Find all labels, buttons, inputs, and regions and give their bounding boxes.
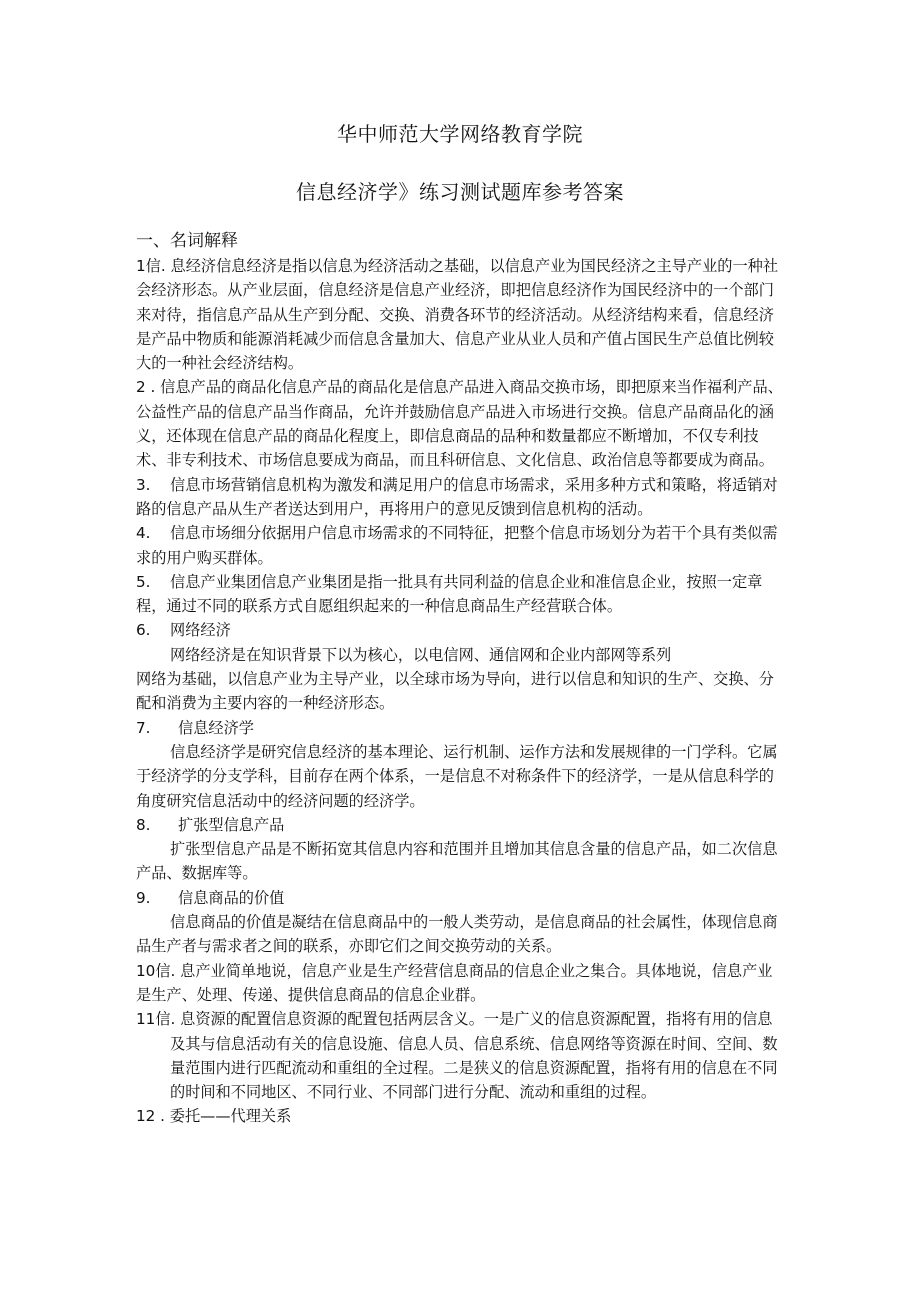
item-term: 网络经济 bbox=[170, 621, 231, 640]
definition-item: 2 . 信息产品的商品化信息产品的商品化是信息产品进入商品交换市场，即把原来当作福利产品、公益性产品的信息产品当作商品，允许并鼓励信息产品进入市场进行交换。信息产品商品化的涵义，还体现在信息产品的商品化程度上，即信息商品的品种和数量都应不断增加，不仅专利技术、非专利技术、市场信息要成为商品，而且科研信息、文化信息、政治信息等都要成为商品。 bbox=[136, 378, 783, 470]
school-name: 华中师范大学网络教育学院 bbox=[337, 122, 583, 146]
definition-item bbox=[136, 521, 786, 570]
item-term: 信息商品的价值 bbox=[178, 888, 285, 907]
item-term: 扩张型信息产品 bbox=[178, 815, 285, 834]
definition-heading bbox=[136, 618, 786, 642]
item-number: 8. bbox=[136, 815, 151, 834]
definition-text: 扩张型信息产品是不断拓宽其信息内容和范围并且增加其信息含量的信息产品，如二次信息产品、数据库等。 bbox=[136, 840, 778, 883]
definition-text: 网络经济是在知识背景下以为核心，以电信网、通信网和企业内部网等系列 bbox=[170, 645, 672, 664]
item-text: 信息市场营销信息机构为激发和满足用户的信息市场需求，采用多种方式和策略，将适销对路的信息产品从生产者送达到用户，再将用户的意见反馈到信息机构的活动。 bbox=[136, 475, 778, 518]
definition-text: 信息商品的价值是凝结在信息商品中的一般人类劳动，是信息商品的社会属性，体现信息商品生产者与需求者之间的联系，亦即它们之间交换劳动的关系。 bbox=[136, 913, 778, 956]
item-number: 9. bbox=[136, 888, 151, 907]
definition-item: 12 . 委托——代理关系 bbox=[136, 1107, 292, 1126]
definition-text: 信息经济学是研究信息经济的基本理论、运行机制、运作方法和发展规律的一门学科。它属于经济学的分支学科，目前存在两个体系，一是信息不对称条件下的经济学，一是从信息科学的角度研究信息活动中的经济问题的经济学。 bbox=[136, 742, 778, 810]
section-heading: 一、名词解释 bbox=[136, 231, 238, 251]
definition-heading bbox=[136, 716, 786, 740]
item-number: 5. bbox=[136, 572, 151, 591]
item-number: 3. bbox=[136, 475, 151, 494]
definitions-list bbox=[136, 254, 786, 1129]
definition-item: 1信. 息经济信息经济是指以信息为经济活动之基础，以信息产业为国民经济之主导产业的一种社会经济形态。从产业层面，信息经济是信息产业经济，即把信息经济作为国民经济中的一个部门来对待，指信息产品从生产到分配、交换、消费各环节的经济活动。从经济结构来看，信息经济是产品中物质和能源消耗减少而信息含量加大、信息产业从业人员和产值占国民生产总值比例较大的一种社会经济结构。 bbox=[136, 257, 779, 373]
definition-item: 11信. 息资源的配置信息资源的配置包括两层含义。一是广义的信息资源配置，指将有用的信息及其与信息活动有关的信息设施、信息人员、信息系统、信息网络等资源在时间、空间、数量范围内进行匹配流动和重组的全过程。二是狭义的信息资源配置，指将有用的信息在不同的时间和不同地区、不同行业、不同部门进行分配、流动和重组的过程。 bbox=[136, 1010, 778, 1102]
item-number: 6. bbox=[136, 621, 151, 640]
definition-text: 网络为基础，以信息产业为主导产业，以全球市场为导向，进行以信息和知识的生产、交换、分配和消费为主要内容的一种经济形态。 bbox=[136, 670, 774, 713]
definition-heading bbox=[136, 886, 786, 910]
definition-heading bbox=[136, 813, 786, 837]
definition-item bbox=[136, 473, 786, 522]
item-text: 信息市场细分依据用户信息市场需求的不同特征，把整个信息市场划分为若干个具有类似需求的用户购买群体。 bbox=[136, 524, 778, 567]
document-title: 信息经济学》练习测试题库参考答案 bbox=[296, 180, 624, 204]
item-number: 4. bbox=[136, 524, 151, 543]
definition-item bbox=[136, 570, 786, 619]
definition-item: 10信. 息产业简单地说，信息产业是生产经营信息商品的信息企业之集合。具体地说，信息产业是生产、处理、传递、提供信息商品的信息企业群。 bbox=[136, 961, 773, 1004]
item-term: 信息经济学 bbox=[178, 718, 254, 737]
item-number: 7. bbox=[136, 718, 151, 737]
item-text: 信息产业集团信息产业集团是指一批具有共同利益的信息企业和准信息企业，按照一定章程，通过不同的联系方式自愿组织起来的一种信息商品生产经营联合体。 bbox=[136, 572, 763, 616]
